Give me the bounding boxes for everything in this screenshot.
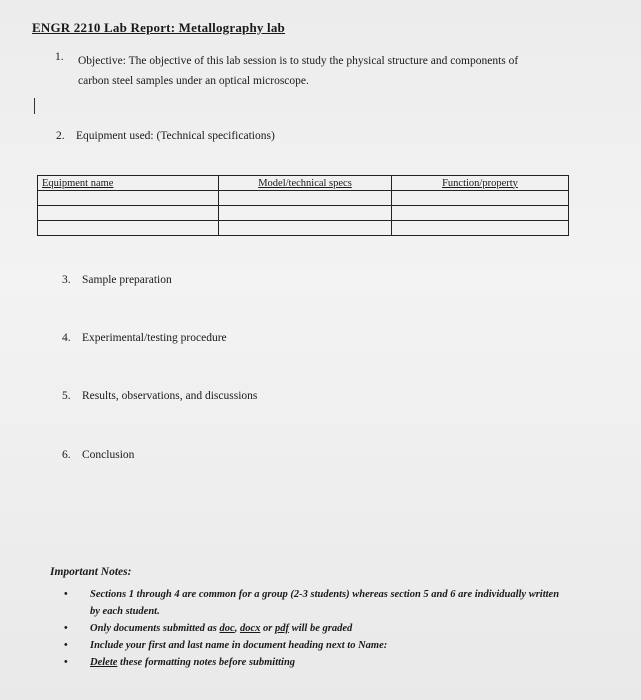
list-item	[62, 654, 562, 671]
table-row	[38, 206, 569, 221]
note-2-pdf: pdf	[274, 623, 289, 634]
table-header-model-specs: Model/technical specs	[219, 176, 392, 191]
document-title: ENGR 2210 Lab Report: Metallography lab	[32, 20, 285, 35]
list-item	[62, 637, 562, 654]
section-5-heading	[62, 390, 257, 402]
table-cell[interactable]	[38, 191, 219, 206]
table-row	[38, 221, 569, 236]
table-cell[interactable]	[219, 206, 392, 221]
section-6-label: Conclusion	[82, 449, 135, 461]
table-cell[interactable]	[38, 221, 219, 236]
section-1-number: 1.	[55, 51, 64, 63]
section-1-text: The objective of this lab session is to study the physical structure and components of carbon steel samples under an optical microscope.	[78, 55, 519, 87]
list-item: • Only documents submitted as doc, docx or pdf will be graded	[62, 620, 562, 637]
table-row	[38, 191, 569, 206]
notes-list	[62, 586, 562, 671]
section-5-label: Results, observations, and discussions	[82, 390, 258, 402]
section-3-heading	[62, 274, 172, 286]
note-2-or: or	[260, 623, 275, 634]
section-1-label: Objective:	[78, 55, 126, 67]
note-4-delete: Delete	[90, 657, 118, 668]
note-1-text: Sections 1 through 4 are common for a group (2-3 students) whereas section 5 and 6 are individually written by each student.	[90, 589, 560, 617]
table-header-row	[38, 176, 569, 191]
section-6-heading	[62, 449, 134, 461]
section-6-number: 6.	[62, 449, 71, 461]
section-2-label: Equipment used: (Technical specifications)	[76, 130, 275, 142]
list-item	[62, 586, 562, 620]
section-3-number: 3.	[62, 274, 71, 286]
section-5-number: 5.	[62, 390, 71, 402]
table-cell[interactable]	[391, 221, 568, 236]
note-2-docx: docx	[239, 623, 261, 634]
table-header-function: Function/property	[391, 176, 568, 191]
section-4-label: Experimental/testing procedure	[82, 332, 227, 344]
notes-title: Important Notes:	[50, 566, 132, 578]
section-2-number: 2.	[56, 130, 65, 142]
text-cursor	[34, 98, 35, 114]
equipment-table	[37, 175, 569, 236]
table-header-equipment-name: Equipment name	[38, 176, 219, 191]
note-4-rest: these formatting notes before submitting	[117, 657, 296, 668]
section-4-number: 4.	[62, 332, 71, 344]
table-cell[interactable]	[219, 221, 392, 236]
table-cell[interactable]	[219, 191, 392, 206]
section-3-label: Sample preparation	[82, 274, 172, 286]
table-cell[interactable]	[391, 191, 568, 206]
section-2-heading	[56, 130, 275, 142]
section-1-objective	[78, 51, 538, 91]
table-cell[interactable]	[391, 206, 568, 221]
section-4-heading	[62, 332, 227, 344]
note-2-post: will be graded	[288, 623, 353, 634]
note-2-doc: doc	[219, 623, 235, 634]
note-3-text: Include your first and last name in document heading next to Name:	[90, 640, 388, 651]
table-cell[interactable]	[38, 206, 219, 221]
note-2-pre: Only documents submitted as	[90, 623, 220, 634]
